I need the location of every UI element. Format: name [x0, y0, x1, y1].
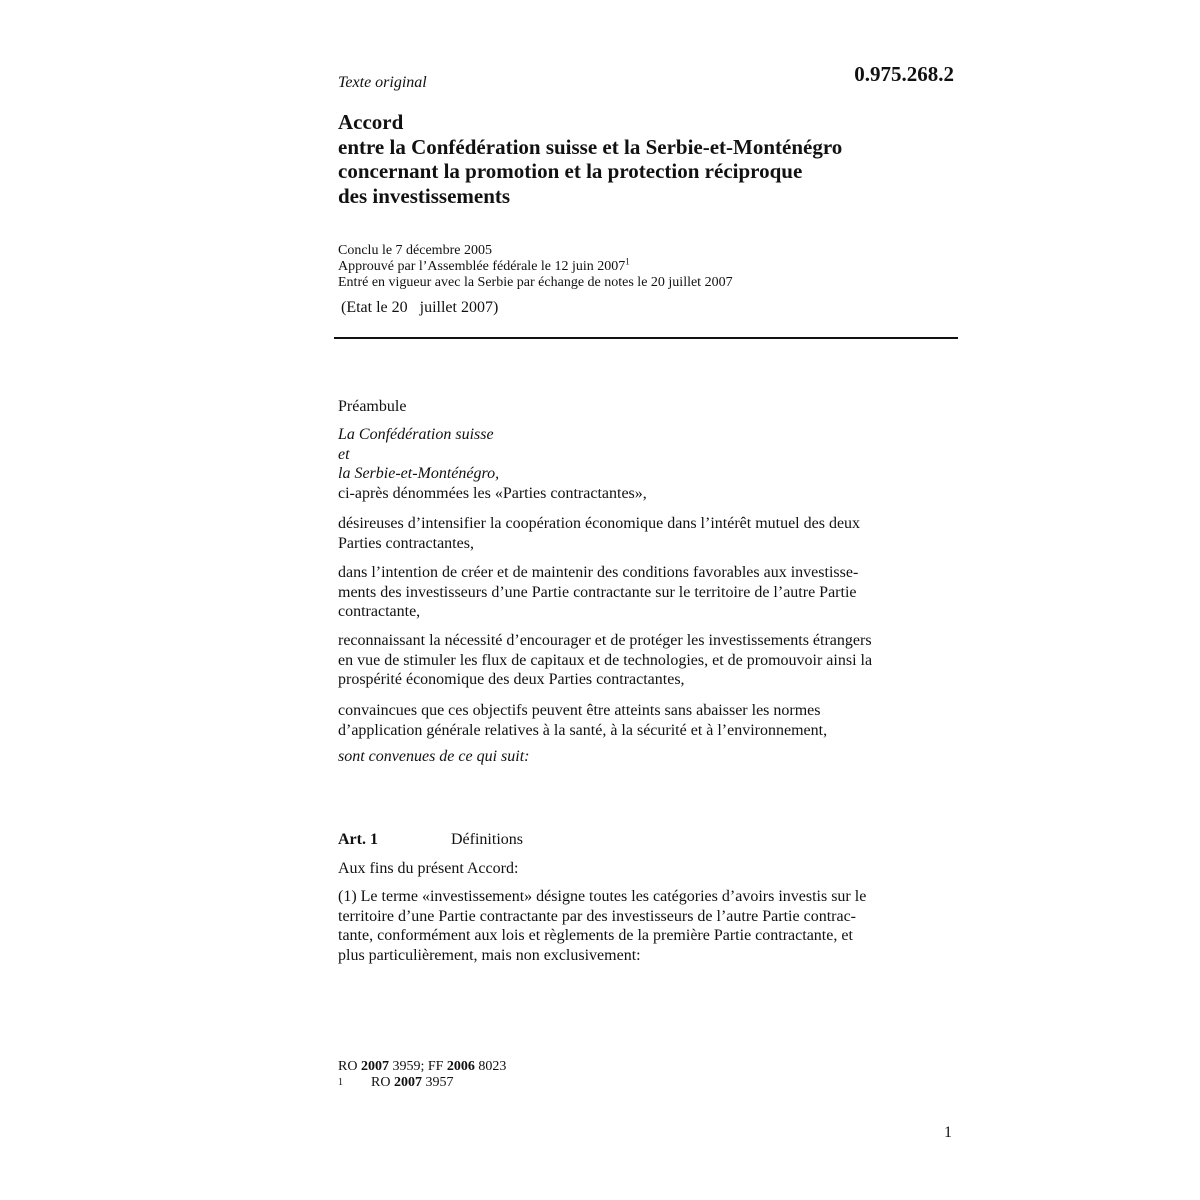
approval-text: Approuvé par l’Assemblée fédérale le 12 juin 2007	[338, 259, 626, 274]
footnotes	[338, 1059, 506, 1091]
page-number: 1	[944, 1124, 952, 1141]
header-divider	[334, 337, 958, 339]
ref-text: 3957	[421, 1075, 454, 1090]
entry-into-force: Entré en vigueur avec la Serbie par échange de notes le 20 juillet 2007	[338, 275, 733, 290]
ref-text: RO	[338, 1059, 361, 1074]
paragraph-line: convaincues que ces objectifs peuvent être atteints sans abaisser les normes	[338, 702, 821, 719]
paragraph-line: dans l’intention de créer et de maintenir des conditions favorables aux investisse-	[338, 564, 859, 581]
title-line: Accord	[338, 110, 404, 134]
ref-text: 3959; FF	[388, 1059, 447, 1074]
footnote-number: 1	[338, 1077, 343, 1088]
preamble-paragraph	[338, 631, 955, 690]
state-date: (Etat le 20 juillet 2007)	[341, 299, 499, 316]
concluded-date: Conclu le 7 décembre 2005	[338, 243, 492, 258]
approval-date	[338, 256, 733, 275]
ref-year: 2007	[393, 1075, 422, 1090]
preamble-heading: Préambule	[338, 398, 407, 415]
article-intro: Aux fins du présent Accord:	[338, 860, 519, 877]
title-line: entre la Confédération suisse et la Serbie-et-Monténégro	[338, 134, 843, 159]
document-number: 0.975.268.2	[854, 62, 954, 86]
paragraph-line: tante, conformément aux lois et règlements de la première Partie contractante, et	[338, 927, 853, 944]
original-text-label: Texte original	[338, 74, 427, 91]
conjunction: et	[338, 445, 350, 463]
paragraph-line: (1) Le terme «investissement» désigne toutes les catégories d’avoirs investis sur le	[338, 888, 867, 905]
paragraph-line: en vue de stimuler les flux de capitaux et de technologies, et de promouvoir ainsi la	[338, 651, 873, 669]
document-title	[338, 110, 958, 208]
preamble-paragraph	[338, 701, 955, 740]
paragraph-line: plus particulièrement, mais non exclusivement:	[338, 946, 641, 964]
paragraph-line: ments des investisseurs d’une Partie contractante sur le territoire de l’autre Partie	[338, 583, 857, 601]
footnote-1	[338, 1075, 506, 1091]
paragraph-line: territoire d’une Partie contractante par des investisseurs de l’autre Partie contrac-	[338, 907, 856, 925]
designation: ci-après dénommées les «Parties contractantes»,	[338, 484, 647, 502]
metadata-block	[338, 243, 733, 291]
paragraph-line: reconnaissant la nécessité d’encourager et de protéger les investissements étrangers	[338, 632, 872, 649]
article-paragraph	[338, 887, 955, 965]
article-number: Art. 1	[338, 831, 378, 848]
preamble-paragraph	[338, 563, 955, 622]
party-serbia-montenegro: la Serbie-et-Monténégro,	[338, 465, 500, 482]
paragraph-line: d’application générale relatives à la santé, à la sécurité et à l’environnement,	[338, 721, 828, 739]
paragraph-line: prospérité économique des deux Parties contractantes,	[338, 671, 685, 688]
party-switzerland: La Confédération suisse	[338, 426, 494, 443]
title-line: des investissements	[338, 183, 511, 208]
preamble-paragraph	[338, 514, 955, 553]
preamble-closing: sont convenues de ce qui suit:	[338, 748, 530, 765]
article-title: Définitions	[451, 831, 523, 848]
paragraph-line: contractante,	[338, 603, 421, 620]
ref-year: 2006	[446, 1059, 475, 1074]
paragraph-line: Parties contractantes,	[338, 534, 474, 552]
ref-year: 2007	[360, 1059, 389, 1074]
title-line: concernant la promotion et la protection réciproque	[338, 159, 803, 183]
ref-text: RO	[371, 1075, 394, 1090]
ref-text: 8023	[474, 1059, 507, 1074]
footnote-ref: 1	[625, 256, 630, 267]
parties-block	[338, 425, 955, 503]
publication-reference	[338, 1059, 506, 1075]
paragraph-line: désireuses d’intensifier la coopération économique dans l’intérêt mutuel des deux	[338, 515, 861, 532]
